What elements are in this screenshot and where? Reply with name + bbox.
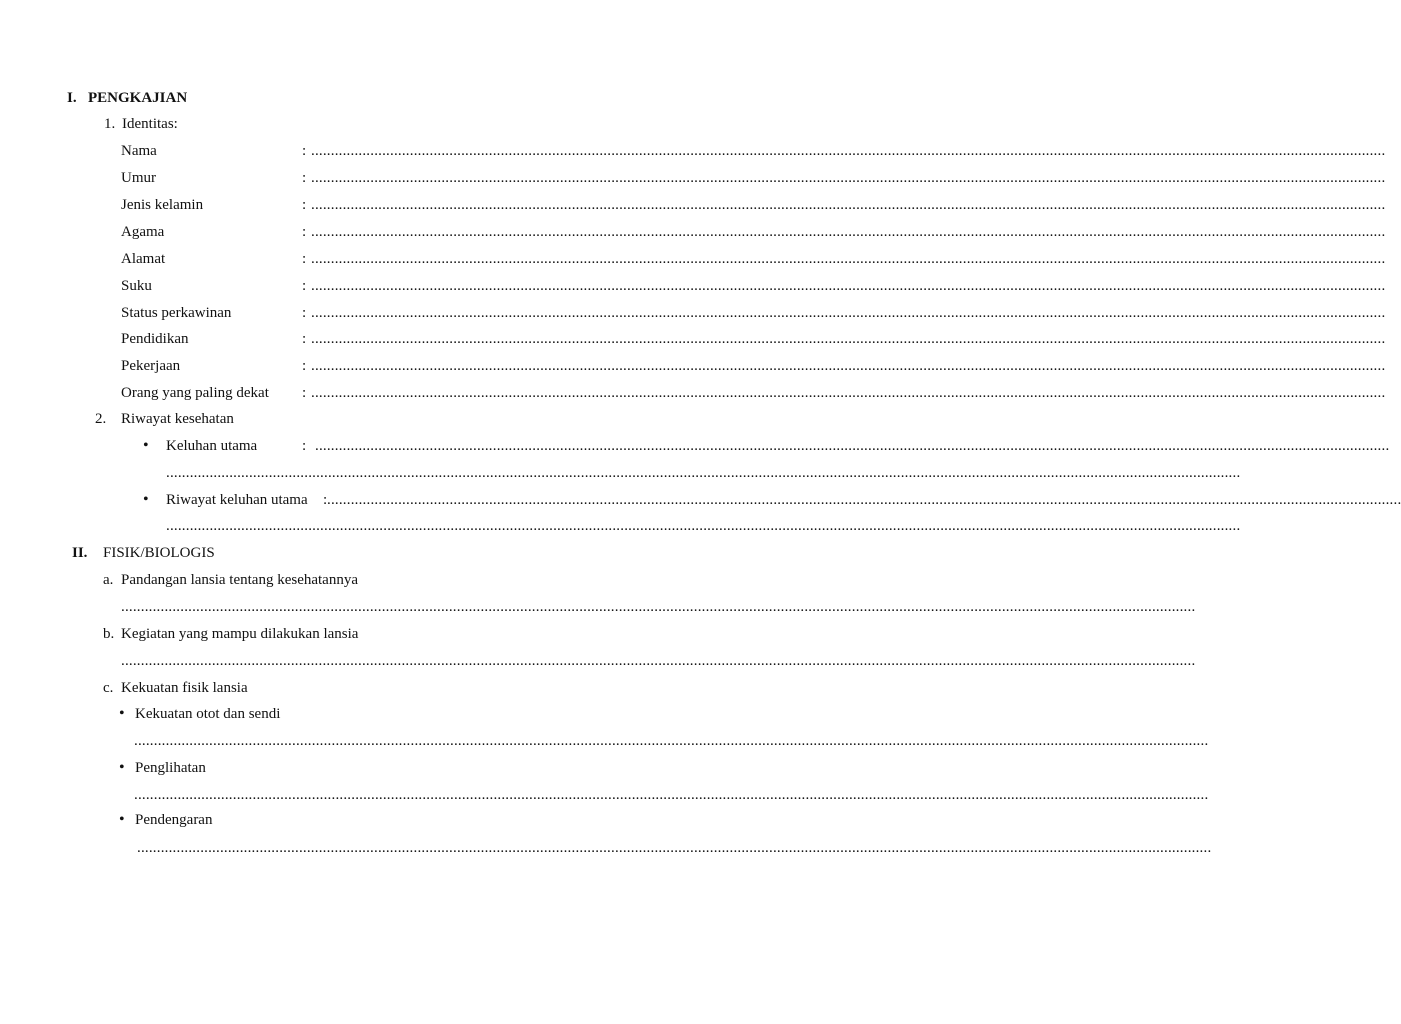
field-dots: ................................................................................................................................................................................................................................................................................ xyxy=(311,358,1386,374)
bullet-colon: : xyxy=(323,492,328,508)
field-colon: : xyxy=(302,278,307,294)
field-dots: ................................................................................................................................................................................................................................................................................ xyxy=(311,278,1386,294)
item-b-letter: b. xyxy=(103,626,115,642)
field-colon: : xyxy=(302,197,307,213)
item-c-letter: c. xyxy=(103,680,114,696)
answer-dots: ................................................................................................................................................................................................................................................................................ xyxy=(121,599,1196,615)
field-label: Status perkawinan xyxy=(121,305,232,321)
field-dots: ................................................................................................................................................................................................................................................................................ xyxy=(311,224,1386,240)
answer-dots: ................................................................................................................................................................................................................................................................................ xyxy=(134,787,1209,803)
subitem-label: Penglihatan xyxy=(135,760,206,776)
field-label: Alamat xyxy=(121,251,166,267)
field-dots: ................................................................................................................................................................................................................................................................................ xyxy=(311,197,1386,213)
bullet-icon: • xyxy=(119,759,125,776)
section-2-title: FISIK/BIOLOGIS xyxy=(103,545,215,561)
answer-dots: ................................................................................................................................................................................................................................................................................ xyxy=(134,733,1209,749)
field-label: Agama xyxy=(121,224,165,240)
item-2-number: 2. xyxy=(95,411,107,427)
item-a-letter: a. xyxy=(103,572,114,588)
field-label: Jenis kelamin xyxy=(121,197,204,213)
bullet-dots: ................................................................................................................................................................................................................................................................................ xyxy=(315,438,1390,454)
field-label: Umur xyxy=(121,170,156,186)
item-b-label: Kegiatan yang mampu dilakukan lansia xyxy=(121,626,359,642)
field-colon: : xyxy=(302,358,307,374)
subitem-label: Kekuatan otot dan sendi xyxy=(135,706,281,722)
item-2-label: Riwayat kesehatan xyxy=(121,411,234,427)
field-label: Orang yang paling dekat xyxy=(121,385,269,401)
field-dots: ................................................................................................................................................................................................................................................................................ xyxy=(311,251,1386,267)
field-dots: ................................................................................................................................................................................................................................................................................ xyxy=(311,143,1386,159)
continuation-dots: ................................................................................................................................................................................................................................................................................ xyxy=(166,465,1241,481)
continuation-dots: ................................................................................................................................................................................................................................................................................ xyxy=(166,518,1241,534)
bullet-colon: : xyxy=(302,438,307,454)
bullet-icon: • xyxy=(119,705,125,722)
subitem-label: Pendengaran xyxy=(135,812,213,828)
field-colon: : xyxy=(302,385,307,401)
field-colon: : xyxy=(302,224,307,240)
field-label: Pendidikan xyxy=(121,331,189,347)
field-colon: : xyxy=(302,331,307,347)
section-1-title: PENGKAJIAN xyxy=(88,90,188,106)
bullet-label: Keluhan utama xyxy=(166,438,258,454)
item-1-number: 1. xyxy=(104,116,116,132)
field-dots: ................................................................................................................................................................................................................................................................................ xyxy=(311,385,1386,401)
bullet-icon: • xyxy=(119,811,125,828)
item-a-label: Pandangan lansia tentang kesehatannya xyxy=(121,572,358,588)
field-dots: ................................................................................................................................................................................................................................................................................ xyxy=(311,170,1386,186)
bullet-dots: ................................................................................................................................................................................................................................................................................ xyxy=(327,492,1401,508)
answer-dots: ................................................................................................................................................................................................................................................................................ xyxy=(121,653,1196,669)
bullet-icon: • xyxy=(143,437,149,454)
field-label: Nama xyxy=(121,143,157,159)
answer-dots: ................................................................................................................................................................................................................................................................................ xyxy=(137,840,1212,856)
bullet-icon: • xyxy=(143,491,149,508)
bullet-label: Riwayat keluhan utama xyxy=(166,492,308,508)
field-colon: : xyxy=(302,170,307,186)
field-colon: : xyxy=(302,143,307,159)
field-label: Suku xyxy=(121,278,152,294)
section-1-numeral: I. xyxy=(67,90,77,106)
item-c-label: Kekuatan fisik lansia xyxy=(121,680,248,696)
field-label: Pekerjaan xyxy=(121,358,181,374)
field-colon: : xyxy=(302,305,307,321)
field-colon: : xyxy=(302,251,307,267)
item-1-label: Identitas: xyxy=(122,116,178,132)
field-dots: ................................................................................................................................................................................................................................................................................ xyxy=(311,331,1386,347)
field-dots: ................................................................................................................................................................................................................................................................................ xyxy=(311,305,1386,321)
section-2-numeral: II. xyxy=(72,545,88,561)
